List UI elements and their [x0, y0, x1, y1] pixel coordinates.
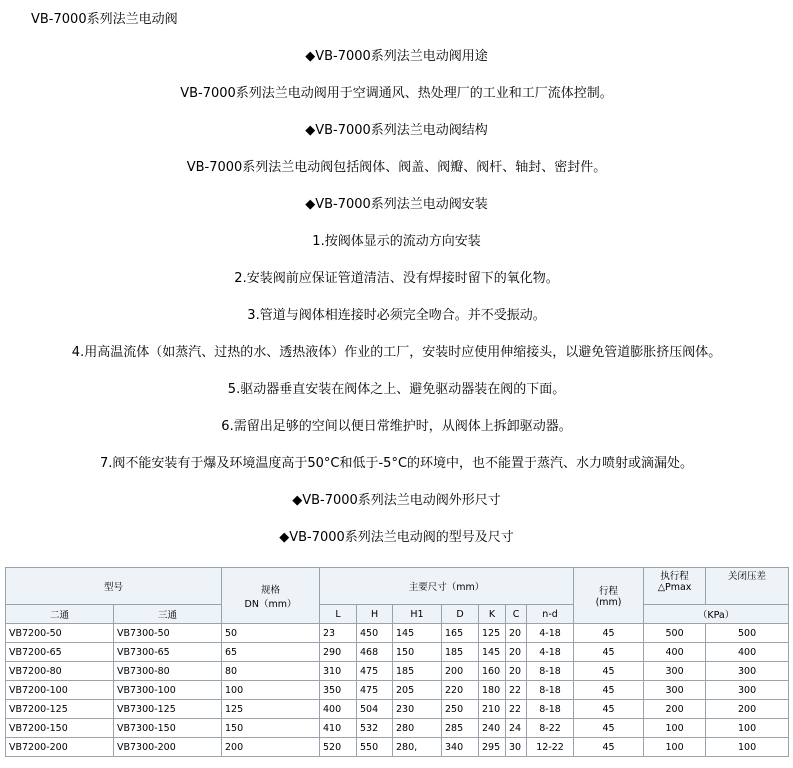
cell-L: 290: [320, 643, 357, 662]
cell-close-pressure: 100: [706, 738, 789, 757]
cell-dn: 125: [222, 700, 320, 719]
header-main-dims: 主要尺寸（mm）: [320, 568, 574, 605]
paragraph-text: VB-7000系列法兰电动阀包括阀体、阀盖、阀瓣、阀杆、轴封、密封件。: [186, 160, 607, 175]
cell-H: 468: [357, 643, 393, 662]
cell-close-pressure: 500: [706, 624, 789, 643]
cell-C: 20: [506, 662, 527, 681]
cell-L: 520: [320, 738, 357, 757]
section-heading: ◆VB-7000系列法兰电动阀用途: [305, 49, 488, 64]
cell-D: 340: [442, 738, 479, 757]
cell-D: 165: [442, 624, 479, 643]
cell-dn: 150: [222, 719, 320, 738]
table-row: [6, 643, 789, 662]
header-stroke: [574, 568, 644, 624]
cell-H1: 280,: [393, 738, 442, 757]
cell-L: 310: [320, 662, 357, 681]
header-model: 型号: [6, 568, 222, 605]
cell-three-way-model: VB7300-100: [114, 681, 222, 700]
cell-stroke: 45: [574, 700, 644, 719]
cell-C: 20: [506, 624, 527, 643]
header-spec-label: 规格: [261, 584, 281, 596]
section-heading: ◆VB-7000系列法兰电动阀外形尺寸: [292, 493, 501, 508]
cell-K: 240: [479, 719, 506, 738]
paragraph-text: 1.按阀体显示的流动方向安装: [312, 234, 481, 249]
header-col-H: H: [357, 605, 393, 624]
header-two-way: 二通: [6, 605, 114, 624]
cell-H: 450: [357, 624, 393, 643]
table-row: [6, 700, 789, 719]
header-dn-label: DN（mm）: [244, 598, 297, 610]
table-row: [6, 662, 789, 681]
header-three-way: 三通: [114, 605, 222, 624]
cell-dn: 100: [222, 681, 320, 700]
cell-force-pmax: 300: [644, 681, 706, 700]
cell-D: 200: [442, 662, 479, 681]
model-dimension-table: [5, 567, 789, 757]
section-heading: ◆VB-7000系列法兰电动阀的型号及尺寸: [279, 530, 514, 545]
cell-H1: 280: [393, 719, 442, 738]
cell-D: 250: [442, 700, 479, 719]
cell-K: 210: [479, 700, 506, 719]
cell-stroke: 45: [574, 681, 644, 700]
header-col-D: D: [442, 605, 479, 624]
cell-nd: 8-18: [527, 681, 574, 700]
cell-L: 350: [320, 681, 357, 700]
paragraph-text: 5.驱动器垂直安装在阀体之上、避免驱动器装在阀的下面。: [227, 382, 566, 397]
cell-two-way-model: VB7200-150: [6, 719, 114, 738]
cell-H: 475: [357, 662, 393, 681]
cell-two-way-model: VB7200-200: [6, 738, 114, 757]
header-spec: [222, 568, 320, 624]
cell-two-way-model: VB7200-50: [6, 624, 114, 643]
header-kpa: （KPa）: [644, 605, 789, 624]
table-row: [6, 624, 789, 643]
cell-H: 550: [357, 738, 393, 757]
cell-C: 24: [506, 719, 527, 738]
cell-force-pmax: 300: [644, 662, 706, 681]
page-title: VB-7000系列法兰电动阀: [31, 12, 178, 27]
cell-two-way-model: VB7200-125: [6, 700, 114, 719]
cell-C: 30: [506, 738, 527, 757]
header-col-nd: n-d: [527, 605, 574, 624]
cell-two-way-model: VB7200-80: [6, 662, 114, 681]
cell-H1: 145: [393, 624, 442, 643]
cell-D: 285: [442, 719, 479, 738]
header-force: [644, 568, 706, 605]
header-force-label: 执行程: [660, 571, 689, 582]
cell-K: 180: [479, 681, 506, 700]
cell-close-pressure: 400: [706, 643, 789, 662]
cell-three-way-model: VB7300-200: [114, 738, 222, 757]
header-force-sub: △Pmax: [657, 582, 692, 593]
cell-stroke: 45: [574, 662, 644, 681]
cell-nd: 4-18: [527, 643, 574, 662]
cell-force-pmax: 500: [644, 624, 706, 643]
cell-three-way-model: VB7300-80: [114, 662, 222, 681]
section-heading: ◆VB-7000系列法兰电动阀结构: [305, 123, 488, 138]
paragraph-text: 6.需留出足够的空间以便日常维护时，从阀体上拆卸驱动器。: [221, 419, 572, 434]
cell-stroke: 45: [574, 738, 644, 757]
cell-H1: 205: [393, 681, 442, 700]
paragraph-text: 7.阀不能安装有于爆及环境温度高于50°C和低于-5°C的环境中，也不能置于蒸汽、水力喷射或滴漏处。: [99, 456, 694, 471]
cell-L: 23: [320, 624, 357, 643]
paragraph-text: 4.用高温流体（如蒸汽、过热的水、透热液体）作业的工厂，安装时应使用伸缩接头，以避免管道膨胀挤压阀体。: [71, 345, 722, 360]
cell-H: 504: [357, 700, 393, 719]
cell-L: 400: [320, 700, 357, 719]
section-heading: ◆VB-7000系列法兰电动阀安装: [305, 197, 488, 212]
cell-K: 125: [479, 624, 506, 643]
cell-C: 22: [506, 700, 527, 719]
table-row: [6, 738, 789, 757]
cell-K: 145: [479, 643, 506, 662]
cell-two-way-model: VB7200-100: [6, 681, 114, 700]
cell-dn: 200: [222, 738, 320, 757]
cell-force-pmax: 100: [644, 719, 706, 738]
cell-stroke: 45: [574, 643, 644, 662]
cell-stroke: 45: [574, 719, 644, 738]
cell-three-way-model: VB7300-50: [114, 624, 222, 643]
cell-H1: 150: [393, 643, 442, 662]
cell-force-pmax: 400: [644, 643, 706, 662]
cell-H: 475: [357, 681, 393, 700]
cell-dn: 65: [222, 643, 320, 662]
cell-D: 185: [442, 643, 479, 662]
cell-stroke: 45: [574, 624, 644, 643]
cell-force-pmax: 100: [644, 738, 706, 757]
header-col-C: C: [506, 605, 527, 624]
cell-L: 410: [320, 719, 357, 738]
header-col-K: K: [479, 605, 506, 624]
cell-nd: 8-22: [527, 719, 574, 738]
cell-H1: 185: [393, 662, 442, 681]
cell-close-pressure: 200: [706, 700, 789, 719]
paragraph-text: 2.安装阀前应保证管道清洁、没有焊接时留下的氧化物。: [234, 271, 559, 286]
header-col-H1: H1: [393, 605, 442, 624]
header-stroke-label: 行程: [599, 586, 619, 597]
cell-nd: 4-18: [527, 624, 574, 643]
cell-dn: 80: [222, 662, 320, 681]
cell-force-pmax: 200: [644, 700, 706, 719]
cell-nd: 8-18: [527, 662, 574, 681]
cell-K: 295: [479, 738, 506, 757]
cell-close-pressure: 300: [706, 662, 789, 681]
paragraph-text: 3.管道与阀体相连接时必须完全吻合。并不受振动。: [247, 308, 546, 323]
cell-D: 220: [442, 681, 479, 700]
cell-close-pressure: 300: [706, 681, 789, 700]
table-row: [6, 719, 789, 738]
cell-C: 22: [506, 681, 527, 700]
cell-H1: 230: [393, 700, 442, 719]
cell-close-pressure: 100: [706, 719, 789, 738]
cell-dn: 50: [222, 624, 320, 643]
cell-two-way-model: VB7200-65: [6, 643, 114, 662]
header-close-pressure: 关闭压差: [706, 568, 789, 605]
table-row: [6, 681, 789, 700]
cell-C: 20: [506, 643, 527, 662]
cell-three-way-model: VB7300-125: [114, 700, 222, 719]
cell-nd: 12-22: [527, 738, 574, 757]
cell-three-way-model: VB7300-150: [114, 719, 222, 738]
cell-three-way-model: VB7300-65: [114, 643, 222, 662]
header-stroke-unit: (mm): [595, 597, 622, 608]
paragraph-text: VB-7000系列法兰电动阀用于空调通风、热处理厂的工业和工厂流体控制。: [180, 86, 613, 101]
cell-K: 160: [479, 662, 506, 681]
header-col-L: L: [320, 605, 357, 624]
cell-H: 532: [357, 719, 393, 738]
cell-nd: 8-18: [527, 700, 574, 719]
